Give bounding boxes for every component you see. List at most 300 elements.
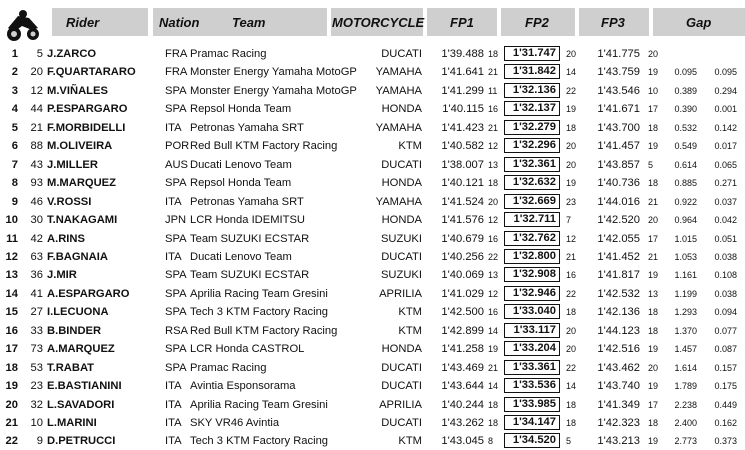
nation-header: Nation (159, 15, 200, 30)
gap-to-leader: 2.238 (674, 399, 697, 410)
position: 9 (11, 195, 18, 208)
nation: ITA (165, 195, 182, 208)
fp1-laps: 19 (488, 344, 499, 355)
motorcycle: APRILIA (379, 287, 422, 300)
rider-number: 27 (30, 306, 43, 319)
motorcycle: APRILIA (379, 398, 422, 411)
fp3-header: FP3 (601, 15, 625, 30)
rider-name: J.MIR (47, 269, 77, 282)
team-name: Team SUZUKI ECSTAR (190, 232, 310, 245)
fp3-laps: 13 (648, 288, 659, 299)
rider-number: 20 (30, 66, 43, 79)
fp3-laps: 18 (648, 325, 659, 336)
team-name: LCR Honda CASTROL (190, 343, 305, 356)
gap-to-leader: 1.053 (674, 251, 697, 262)
fp1-laps: 12 (488, 141, 499, 152)
fp3-time: 1'41.671 (597, 103, 640, 116)
nation: SPA (165, 287, 187, 300)
rider-header: Rider (66, 15, 100, 30)
fp1-laps: 20 (488, 196, 499, 207)
position: 7 (11, 158, 18, 171)
gap-to-leader: 0.390 (674, 104, 697, 115)
fp2-best-time: 1'31.747 (504, 46, 560, 61)
position: 14 (5, 287, 18, 300)
gap-to-leader: 1.789 (674, 381, 697, 392)
fp1-time: 1'41.258 (441, 343, 484, 356)
table-row (0, 174, 745, 192)
fp2-laps: 14 (566, 67, 577, 78)
rider-number: 32 (30, 398, 43, 411)
team-name: Petronas Yamaha SRT (190, 121, 304, 134)
motorcycle-header: MOTORCYCLE (332, 15, 425, 30)
team-header: Team (232, 15, 266, 30)
rider-name: I.LECUONA (47, 306, 109, 319)
gap-to-leader: 0.095 (674, 67, 697, 78)
table-row (0, 377, 745, 395)
position: 19 (5, 380, 18, 393)
team-name: Ducati Lenovo Team (190, 158, 292, 171)
gap-to-leader: 1.161 (674, 270, 697, 281)
rider-number: 21 (30, 121, 43, 134)
rider-name: F.MORBIDELLI (47, 121, 126, 134)
fp1-time: 1'41.524 (441, 195, 484, 208)
fp1-time: 1'41.641 (441, 66, 484, 79)
fp3-time: 1'43.740 (597, 380, 640, 393)
rider-name: P.ESPARGARO (47, 103, 128, 116)
team-name: Petronas Yamaha SRT (190, 195, 304, 208)
fp3-time: 1'42.136 (597, 306, 640, 319)
fp2-laps: 22 (566, 288, 577, 299)
nation: SPA (165, 103, 187, 116)
team-name: Monster Energy Yamaha MotoGP (190, 84, 357, 97)
motorcycle: YAMAHA (375, 195, 422, 208)
fp1-laps: 18 (488, 178, 499, 189)
fp2-laps: 18 (566, 307, 577, 318)
nation: ITA (165, 121, 182, 134)
position: 20 (5, 398, 18, 411)
motorcycle: DUCATI (381, 417, 422, 429)
fp3-laps: 19 (648, 381, 659, 392)
fp1-laps: 12 (488, 215, 499, 226)
table-row (0, 414, 745, 432)
motorcycle: HONDA (381, 103, 422, 116)
position: 4 (11, 103, 18, 116)
rider-name: V.ROSSI (47, 195, 92, 208)
position: 18 (5, 361, 18, 374)
rider-number: 63 (30, 250, 43, 263)
fp1-time: 1'43.644 (441, 380, 484, 393)
rider-name: T.NAKAGAMI (47, 214, 118, 227)
gap-to-leader: 1.614 (674, 362, 697, 373)
gap-to-leader: 1.370 (674, 325, 697, 336)
rider-name: A.MARQUEZ (47, 343, 115, 356)
team-name: Repsol Honda Team (190, 103, 292, 116)
fp3-laps: 20 (648, 362, 659, 373)
fp2-best-time: 1'31.842 (504, 64, 560, 79)
motorcycle: DUCATI (381, 250, 422, 263)
rider-name: J.ZARCO (47, 48, 97, 60)
gap-to-previous: 0.094 (714, 307, 737, 318)
motorcycle: YAMAHA (375, 84, 422, 97)
fp2-best-time: 1'32.800 (504, 249, 560, 264)
fp2-best-time: 1'32.669 (504, 194, 560, 209)
fp2-laps: 22 (566, 85, 577, 96)
motorcycle: SUZUKI (380, 269, 422, 282)
rider-number: 93 (30, 177, 43, 190)
nation: RSA (165, 324, 189, 337)
gap-to-previous: 0.294 (714, 85, 737, 96)
fp2-laps: 18 (566, 399, 577, 410)
motorcycle: HONDA (381, 177, 422, 190)
fp3-time: 1'42.520 (597, 214, 640, 227)
fp2-best-time: 1'33.536 (504, 378, 560, 393)
rider-name: E.BASTIANINI (47, 380, 122, 393)
fp2-header: FP2 (525, 15, 549, 30)
fp1-laps: 16 (488, 104, 499, 115)
position: 15 (5, 306, 18, 319)
rider-name: F.QUARTARARO (47, 66, 136, 79)
gap-to-previous: 0.108 (714, 270, 737, 281)
fp2-best-time: 1'32.711 (504, 212, 560, 227)
motorcycle: DUCATI (381, 380, 422, 393)
fp3-laps: 19 (648, 67, 659, 78)
team-name: Avintia Esponsorama (190, 380, 296, 393)
table-row (0, 322, 745, 340)
motorcycle: KTM (398, 324, 422, 337)
rider-number: 33 (30, 324, 43, 337)
rider-name: M.VIÑALES (47, 84, 108, 97)
motorcycle: DUCATI (381, 158, 422, 171)
fp1-laps: 13 (488, 159, 499, 170)
fp3-laps: 5 (648, 159, 654, 170)
fp1-laps: 18 (488, 418, 499, 428)
nation: FRA (165, 66, 188, 79)
fp2-laps: 21 (566, 251, 577, 262)
gap-to-leader: 0.614 (674, 159, 697, 170)
fp3-time: 1'41.452 (597, 250, 640, 263)
team-name: Team SUZUKI ECSTAR (190, 269, 310, 282)
fp2-best-time: 1'33.117 (504, 323, 560, 338)
fp2-laps: 7 (566, 215, 572, 226)
fp1-time: 1'40.069 (441, 269, 484, 282)
gap-to-leader: 2.400 (674, 418, 697, 428)
nation: SPA (165, 232, 187, 245)
fp2-best-time: 1'32.296 (504, 138, 560, 153)
rider-name: M.OLIVEIRA (47, 140, 113, 153)
fp3-laps: 20 (648, 49, 659, 59)
nation: ITA (165, 435, 182, 448)
fp3-laps: 19 (648, 270, 659, 281)
fp1-time: 1'42.500 (441, 306, 484, 319)
fp3-time: 1'41.349 (597, 398, 640, 411)
rider-name: T.RABAT (47, 361, 95, 374)
fp3-laps: 10 (648, 85, 659, 96)
nation: JPN (165, 214, 187, 227)
position: 16 (5, 324, 18, 337)
fp2-best-time: 1'33.985 (504, 397, 560, 412)
table-row (0, 156, 745, 174)
gap-to-leader: 1.457 (674, 344, 697, 355)
rider-number: 88 (30, 140, 43, 153)
fp3-laps: 18 (648, 178, 659, 189)
fp1-laps: 14 (488, 381, 499, 392)
fp3-laps: 18 (648, 418, 659, 428)
fp2-best-time: 1'32.908 (504, 267, 560, 282)
nation: SPA (165, 343, 187, 356)
fp1-laps: 13 (488, 270, 499, 281)
position: 1 (11, 48, 18, 60)
gap-to-leader: 1.015 (674, 233, 697, 244)
rider-number: 46 (30, 195, 43, 208)
team-name: LCR Honda IDEMITSU (190, 214, 306, 227)
rider-name: M.MARQUEZ (47, 177, 116, 190)
position: 10 (5, 214, 18, 227)
rider-number: 42 (30, 232, 43, 245)
gap-to-leader: 0.964 (674, 215, 697, 226)
fp2-laps: 20 (566, 49, 577, 59)
rider-name: A.RINS (47, 232, 85, 245)
fp1-laps: 14 (488, 325, 499, 336)
table-row (0, 266, 745, 284)
fp3-laps: 20 (648, 215, 659, 226)
gap-to-previous: 0.051 (714, 233, 737, 244)
fp2-best-time: 1'32.136 (504, 83, 560, 98)
gap-to-leader: 0.549 (674, 141, 697, 152)
fp2-laps: 19 (566, 178, 577, 189)
table-row (0, 285, 745, 303)
table-row (0, 82, 745, 100)
gap-to-previous: 0.087 (714, 344, 737, 355)
gap-to-leader: 1.199 (674, 288, 697, 299)
gap-to-previous: 0.142 (714, 122, 737, 133)
position: 17 (5, 343, 18, 356)
fp3-time: 1'43.462 (597, 361, 640, 374)
position: 21 (5, 417, 18, 429)
position: 6 (11, 140, 18, 153)
fp2-laps: 20 (566, 325, 577, 336)
team-name: Aprilia Racing Team Gresini (190, 287, 328, 300)
gap-header: Gap (686, 15, 712, 30)
table-row (0, 248, 745, 266)
table-row (0, 303, 745, 321)
fp2-laps: 16 (566, 270, 577, 281)
team-name: Repsol Honda Team (190, 177, 292, 190)
rider-name: A.ESPARGARO (47, 287, 130, 300)
fp3-time: 1'40.736 (597, 177, 640, 190)
fp1-time: 1'43.469 (441, 361, 484, 374)
team-name: Ducati Lenovo Team (190, 250, 292, 263)
fp3-laps: 17 (648, 399, 659, 410)
fp1-laps: 18 (488, 399, 499, 410)
fp1-time: 1'41.299 (441, 84, 484, 97)
gap-to-previous: 0.157 (714, 362, 737, 373)
fp3-laps: 18 (648, 307, 659, 318)
fp1-time: 1'43.045 (441, 435, 484, 448)
fp1-laps: 16 (488, 307, 499, 318)
position: 8 (11, 177, 18, 190)
table-row (0, 230, 745, 248)
gap-to-leader: 0.885 (674, 178, 697, 189)
rider-name: B.BINDER (47, 324, 102, 337)
gap-to-previous: 0.038 (714, 251, 737, 262)
table-row (0, 211, 745, 229)
fp2-laps: 12 (566, 233, 577, 244)
fp3-time: 1'43.857 (597, 158, 640, 171)
fp3-time: 1'41.457 (597, 140, 640, 153)
gap-to-previous: 0.038 (714, 288, 737, 299)
motorcycle: YAMAHA (375, 121, 422, 134)
fp1-laps: 21 (488, 362, 499, 373)
motorcycle-rider-logo-icon (2, 8, 42, 42)
gap-to-previous: 0.001 (714, 104, 737, 115)
fp1-time: 1'40.115 (442, 103, 484, 116)
fp3-laps: 18 (648, 122, 659, 133)
gap-to-previous: 0.037 (714, 196, 737, 207)
fp1-time: 1'42.899 (441, 324, 484, 337)
fp2-laps: 5 (566, 436, 572, 447)
fp1-time: 1'38.007 (441, 158, 484, 171)
team-name: Pramac Racing (190, 361, 267, 374)
motorcycle: HONDA (381, 343, 422, 356)
position: 12 (5, 250, 18, 263)
fp2-best-time: 1'34.147 (504, 415, 560, 430)
position: 13 (5, 269, 18, 282)
fp3-laps: 19 (648, 436, 659, 447)
position: 3 (11, 84, 18, 97)
team-name: Tech 3 KTM Factory Racing (190, 435, 329, 448)
fp2-laps: 14 (566, 381, 577, 392)
gap-to-previous: 0.449 (714, 399, 737, 410)
fp2-laps: 20 (566, 159, 577, 170)
team-name: Red Bull KTM Factory Racing (190, 324, 338, 337)
table-row (0, 432, 745, 450)
rider-number: 9 (36, 435, 43, 448)
fp1-header: FP1 (450, 15, 474, 30)
table-header (0, 8, 745, 36)
rider-name: L.MARINI (47, 417, 97, 429)
fp1-laps: 21 (488, 67, 499, 78)
team-name: Red Bull KTM Factory Racing (190, 140, 338, 153)
motorcycle: DUCATI (381, 361, 422, 374)
motorcycle: HONDA (381, 214, 422, 227)
team-name: Monster Energy Yamaha MotoGP (190, 66, 357, 79)
fp1-laps: 8 (488, 436, 494, 447)
motorcycle: YAMAHA (375, 66, 422, 79)
rider-number: 36 (30, 269, 43, 282)
fp1-laps: 11 (488, 85, 498, 96)
nation: SPA (165, 361, 187, 374)
gap-to-previous: 0.077 (714, 325, 737, 336)
fp1-time: 1'41.029 (441, 287, 484, 300)
fp2-best-time: 1'32.137 (504, 101, 560, 116)
table-row (0, 45, 745, 63)
gap-to-previous: 0.095 (714, 67, 737, 78)
rider-number: 44 (30, 103, 43, 116)
fp2-best-time: 1'33.361 (504, 360, 560, 375)
gap-to-leader: 0.532 (674, 122, 697, 133)
team-name: SKY VR46 Avintia (190, 417, 280, 429)
fp2-best-time: 1'32.361 (504, 157, 560, 172)
fp1-time: 1'40.256 (441, 250, 484, 263)
fp3-laps: 19 (648, 141, 659, 152)
fp3-time: 1'43.213 (597, 435, 640, 448)
fp2-laps: 20 (566, 344, 577, 355)
motorcycle: DUCATI (381, 48, 422, 60)
position: 11 (6, 232, 18, 245)
fp2-laps: 19 (566, 104, 577, 115)
rider-number: 73 (30, 343, 43, 356)
fp3-time: 1'41.817 (597, 269, 640, 282)
table-row (0, 100, 745, 118)
fp1-laps: 12 (488, 288, 499, 299)
gap-to-previous: 0.065 (714, 159, 737, 170)
gap-to-previous: 0.271 (714, 178, 737, 189)
nation: ITA (165, 417, 182, 429)
table-row (0, 119, 745, 137)
fp2-best-time: 1'33.204 (504, 341, 560, 356)
rider-name: D.PETRUCCI (47, 435, 116, 448)
gap-to-leader: 0.389 (674, 85, 697, 96)
fp1-laps: 16 (488, 233, 499, 244)
rider-number: 23 (30, 380, 43, 393)
table-row (0, 193, 745, 211)
nation: AUS (165, 158, 189, 171)
table-row (0, 137, 745, 155)
position: 2 (11, 66, 18, 79)
gap-to-leader: 0.922 (674, 196, 697, 207)
gap-to-previous: 0.042 (714, 215, 737, 226)
table-row (0, 63, 745, 81)
table-row (0, 396, 745, 414)
table-row (0, 340, 745, 358)
nation: POR (165, 140, 190, 153)
fp2-best-time: 1'32.279 (504, 120, 560, 135)
fp1-time: 1'40.679 (441, 232, 484, 245)
rider-name: J.MILLER (47, 158, 98, 171)
fp3-time: 1'42.532 (597, 287, 640, 300)
fp1-time: 1'40.244 (441, 398, 484, 411)
fp3-time: 1'44.016 (597, 195, 640, 208)
nation: SPA (165, 177, 187, 190)
fp3-time: 1'42.055 (597, 232, 640, 245)
motorcycle: KTM (398, 140, 422, 153)
fp1-time: 1'40.582 (441, 140, 484, 153)
team-name: Pramac Racing (190, 48, 267, 60)
fp3-time: 1'43.759 (597, 66, 640, 79)
gap-to-leader: 2.773 (674, 436, 697, 447)
fp2-laps: 18 (566, 122, 577, 133)
fp3-time: 1'42.516 (597, 343, 640, 356)
rider-number: 53 (30, 361, 43, 374)
fp2-best-time: 1'32.946 (504, 286, 560, 301)
fp2-best-time: 1'32.632 (504, 175, 560, 190)
motorcycle: KTM (398, 435, 422, 448)
fp3-time: 1'43.700 (597, 121, 640, 134)
fp2-laps: 18 (566, 418, 577, 428)
position: 22 (5, 435, 18, 448)
fp3-time: 1'42.323 (597, 417, 640, 429)
motorcycle: KTM (398, 306, 422, 319)
nation: SPA (165, 306, 187, 319)
gap-to-previous: 0.175 (714, 381, 737, 392)
nation: ITA (165, 398, 182, 411)
fp1-time: 1'39.488 (441, 48, 484, 60)
rider-name: F.BAGNAIA (47, 250, 108, 263)
fp2-laps: 20 (566, 141, 577, 152)
fp3-laps: 17 (648, 104, 659, 115)
rider-number: 10 (30, 417, 43, 429)
gap-to-previous: 0.017 (714, 141, 737, 152)
